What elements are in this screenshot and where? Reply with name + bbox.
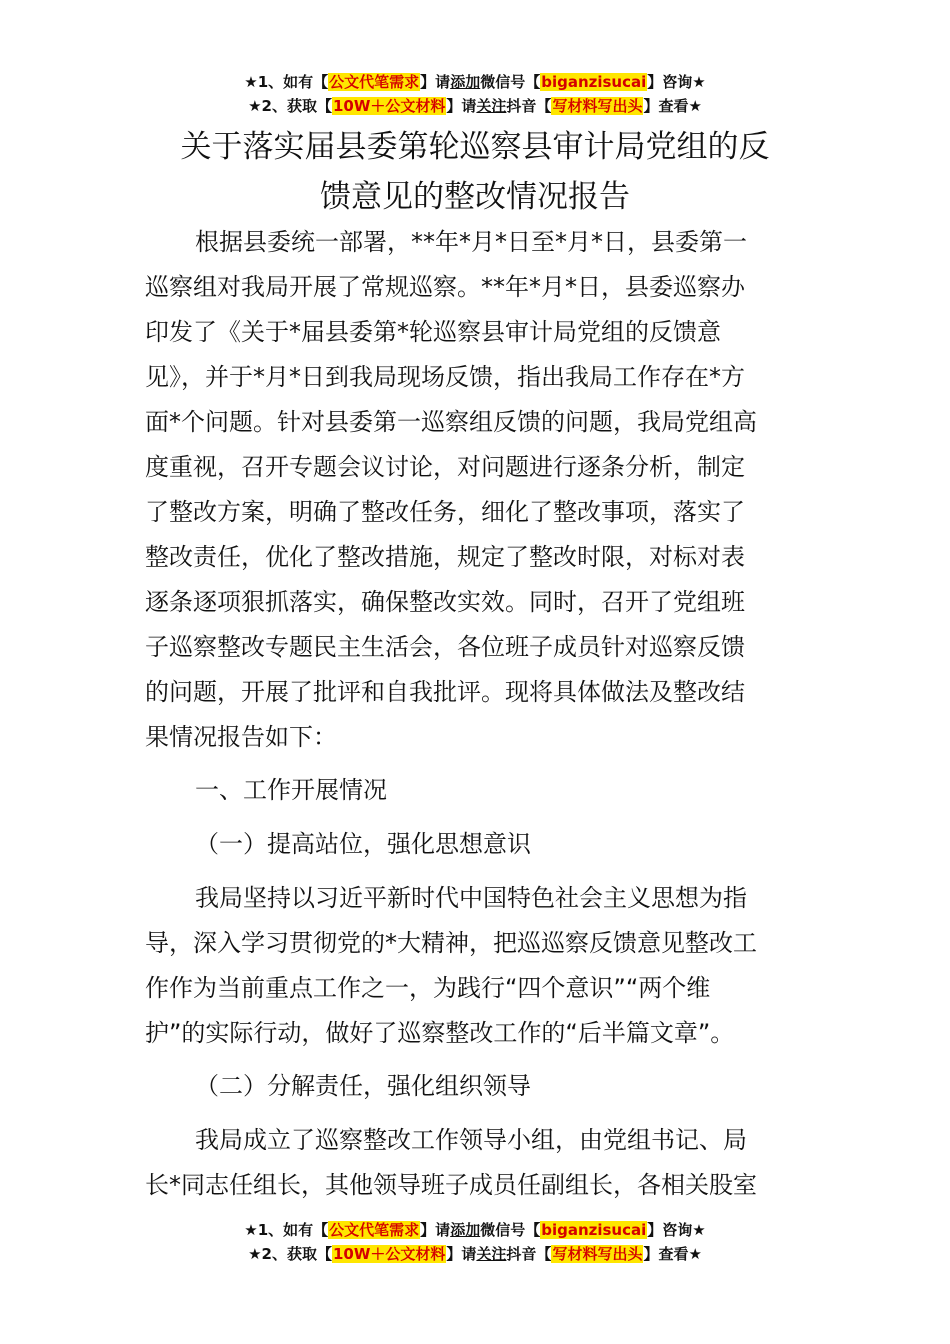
promo-emphasis: 关注 xyxy=(476,1245,507,1263)
promo-wechat-id: biganzisucai xyxy=(541,1221,647,1239)
text-line: 长*同志任组长，其他领导班子成员任副组长，各相关股室 xyxy=(145,1171,757,1199)
promo-text: ★2、获取【 xyxy=(248,97,332,115)
document-title xyxy=(145,122,805,222)
promo-text: ★1、如有【 xyxy=(244,73,329,91)
top-promo-banner xyxy=(0,70,950,118)
section-heading: 一、工作开展情况 xyxy=(195,776,387,804)
promo-line-1 xyxy=(0,70,950,94)
promo-highlight: 10W＋公文材料 xyxy=(332,97,446,115)
promo-line-2 xyxy=(0,94,950,118)
promo-douyin-id: 写材料写出头 xyxy=(552,97,643,115)
promo-text: ★1、如有【 xyxy=(244,1221,329,1239)
subsection-heading: （一）提高站位，强化思想意识 xyxy=(195,830,531,858)
promo-highlight: 10W＋公文材料 xyxy=(332,1245,446,1263)
promo-line-2 xyxy=(0,1242,950,1266)
promo-text: 】咨询★ xyxy=(647,73,706,91)
promo-emphasis: 关注 xyxy=(476,97,507,115)
promo-emphasis: 添加 xyxy=(450,1221,481,1239)
text-line: 我局坚持以习近平新时代中国特色社会主义思想为指 xyxy=(195,884,747,912)
intro-paragraph xyxy=(145,220,810,760)
promo-highlight: 公文代笔需求 xyxy=(329,1221,420,1239)
subsection-heading: （二）分解责任，强化组织领导 xyxy=(195,1072,531,1100)
promo-highlight: 公文代笔需求 xyxy=(329,73,420,91)
promo-line-1 xyxy=(0,1218,950,1242)
promo-douyin-id: 写材料写出头 xyxy=(552,1245,643,1263)
text-line: 面*个问题。针对县委第一巡察组反馈的问题，我局党组高 xyxy=(145,408,757,436)
text-line: 了整改方案，明确了整改任务，细化了整改事项，落实了 xyxy=(145,498,745,526)
promo-text: 抖音【 xyxy=(506,1245,552,1263)
text-line: 护”的实际行动，做好了巡察整改工作的“后半篇文章”。 xyxy=(145,1019,735,1047)
text-line: 根据县委统一部署，**年*月*日至*月*日，县委第一 xyxy=(195,228,747,256)
promo-text: 微信号【 xyxy=(480,1221,541,1239)
text-line: 度重视，召开专题会议讨论，对问题进行逐条分析，制定 xyxy=(145,453,745,481)
subsection-heading-1 xyxy=(145,822,810,867)
promo-text: 】请 xyxy=(446,97,477,115)
text-line: 见》，并于*月*日到我局现场反馈，指出我局工作存在*方 xyxy=(145,363,745,391)
promo-text: 】查看★ xyxy=(643,97,702,115)
promo-text: 】咨询★ xyxy=(647,1221,706,1239)
promo-text: 微信号【 xyxy=(480,73,541,91)
section-heading-1 xyxy=(145,768,810,813)
text-line: 导，深入学习贯彻党的*大精神，把巡巡察反馈意见整改工 xyxy=(145,929,757,957)
text-line: 整改责任，优化了整改措施，规定了整改时限，对标对表 xyxy=(145,543,745,571)
text-line: 逐条逐项狠抓落实，确保整改实效。同时，召开了党组班 xyxy=(145,588,745,616)
text-line: 果情况报告如下： xyxy=(145,723,337,751)
promo-text: 抖音【 xyxy=(506,97,552,115)
text-line: 子巡察整改专题民主生活会，各位班子成员针对巡察反馈 xyxy=(145,633,745,661)
text-line: 印发了《关于*届县委第*轮巡察县审计局党组的反馈意 xyxy=(145,318,721,346)
text-line: 的问题，开展了批评和自我批评。现将具体做法及整改结 xyxy=(145,678,745,706)
paragraph-2 xyxy=(145,1118,810,1208)
text-line: 我局成立了巡察整改工作领导小组，由党组书记、局 xyxy=(195,1126,747,1154)
promo-emphasis: 添加 xyxy=(450,73,481,91)
promo-text: 】请 xyxy=(420,1221,451,1239)
subsection-heading-2 xyxy=(145,1064,810,1109)
title-line: 关于落实届县委第轮巡察县审计局党组的反 xyxy=(180,129,770,165)
paragraph-1 xyxy=(145,876,810,1056)
title-line: 馈意见的整改情况报告 xyxy=(320,179,630,215)
promo-text: 】请 xyxy=(420,73,451,91)
text-line: 作作为当前重点工作之一，为践行“四个意识”“两个维 xyxy=(145,974,711,1002)
text-line: 巡察组对我局开展了常规巡察。**年*月*日，县委巡察办 xyxy=(145,273,745,301)
promo-text: ★2、获取【 xyxy=(248,1245,332,1263)
bottom-promo-banner xyxy=(0,1218,950,1266)
promo-text: 】查看★ xyxy=(643,1245,702,1263)
promo-wechat-id: biganzisucai xyxy=(541,73,647,91)
promo-text: 】请 xyxy=(446,1245,477,1263)
